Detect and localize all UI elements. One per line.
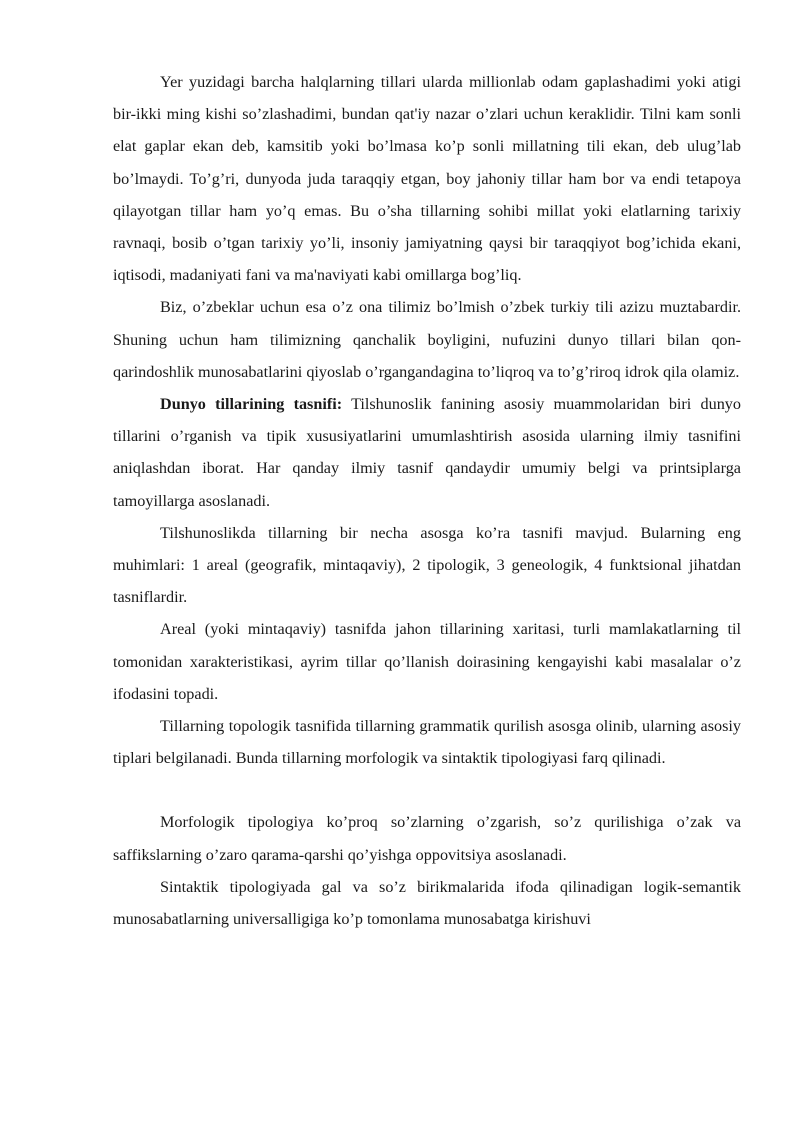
paragraph-6 <box>113 710 741 774</box>
paragraph-7 <box>113 806 741 870</box>
paragraph-5-text: Areal (yoki mintaqaviy) tasnifda jahon tillarining xaritasi, turli mamlakatlarning til tomonidan xarakteristikasi, ayrim tillar qo’llanish doirasining kengayishi kabi masalalar o’z ifodasini topadi. <box>113 620 741 703</box>
paragraph-2 <box>113 291 741 388</box>
paragraph-1-text: Yer yuzidagi barcha halqlarning tillari ularda millionlab odam gaplashadimi yoki atigi bir-ikki ming kishi so’zlashadimi, bundan qat'iy nazar o’zlari uchun keraklidir. Tilni kam sonli elat gaplar ekan deb, kamsitib yoki bo’lmasa ko’p sonli millatning tili ekan, deb ulug’lab bo’lmaydi. To’g’ri, dunyoda juda taraqqiy etgan, boy jahoniy tillar ham bor va endi tetapoya qilayotgan tillar ham yo’q emas. Bu o’sha tillarning sohibi millat yoki elatlarning tarixiy ravnaqi, bosib o’tgan tarixiy yo’li, insoniy jamiyatning qaysi bir taraqqiyot bog’ichida ekani, iqtisodi, madaniyati fani va ma'naviyati kabi omillarga bog’liq. <box>113 73 741 285</box>
paragraph-8 <box>113 871 741 935</box>
paragraph-3 <box>113 388 741 517</box>
paragraph-1 <box>113 66 741 291</box>
document-page <box>113 66 741 935</box>
section-heading-dunyo-tillarining-tasnifi: Dunyo tillarining tasnifi: <box>160 395 343 414</box>
paragraph-6-text: Tillarning topologik tasnifida tillarning grammatik qurilish asosga olinib, ularning asosiy tiplari belgilanadi. Bunda tillarning morfologik va sintaktik tipologiyasi farq qilinadi. <box>113 717 741 768</box>
paragraph-4 <box>113 517 741 614</box>
paragraph-8-text: Sintaktik tipologiyada gal va so’z birikmalarida ifoda qilinadigan logik-semantik munosabatlarning universalligiga ko’p tomonlama munosabatga kirishuvi <box>113 877 741 929</box>
paragraph-5 <box>113 613 741 710</box>
paragraph-7-text: Morfologik tipologiya ko’proq so’zlarning o’zgarish, so’z qurilishiga o’zak va saffikslarning o’zaro qarama-qarshi qo’yishga oppovitsiya asoslanadi. <box>113 813 741 864</box>
paragraph-4-text: Tilshunoslikda tillarning bir necha asosga ko’ra tasnifi mavjud. Bularning eng muhimlari: 1 areal (geografik, mintaqaviy), 2 tipologik, 3 geneologik, 4 funktsional jihatdan tasniflardir. <box>113 523 741 607</box>
paragraph-3-text: Tilshunoslik fanining asosiy muammolaridan biri dunyo tillarini o’rganish va tipik xususiyatlarini umumlashtirish asosida ularning ilmiy tasnifini aniqlashdan iborat. Har qanday ilmiy tasnif qandaydir umumiy belgi va printsiplarga tamoyillarga asoslanadi. <box>113 395 741 510</box>
paragraph-2-text: Biz, o’zbeklar uchun esa o’z ona tilimiz bo’lmish o’zbek turkiy tili azizu muztabardir. Shuning uchun ham tilimizning qanchalik boyligini, nufuzini dunyo tillari bilan qon-qarindoshlik munosabatlarini qiyoslab o’rgangandagina to’liqroq va to’g’riroq idrok qila olamiz. <box>113 298 741 381</box>
